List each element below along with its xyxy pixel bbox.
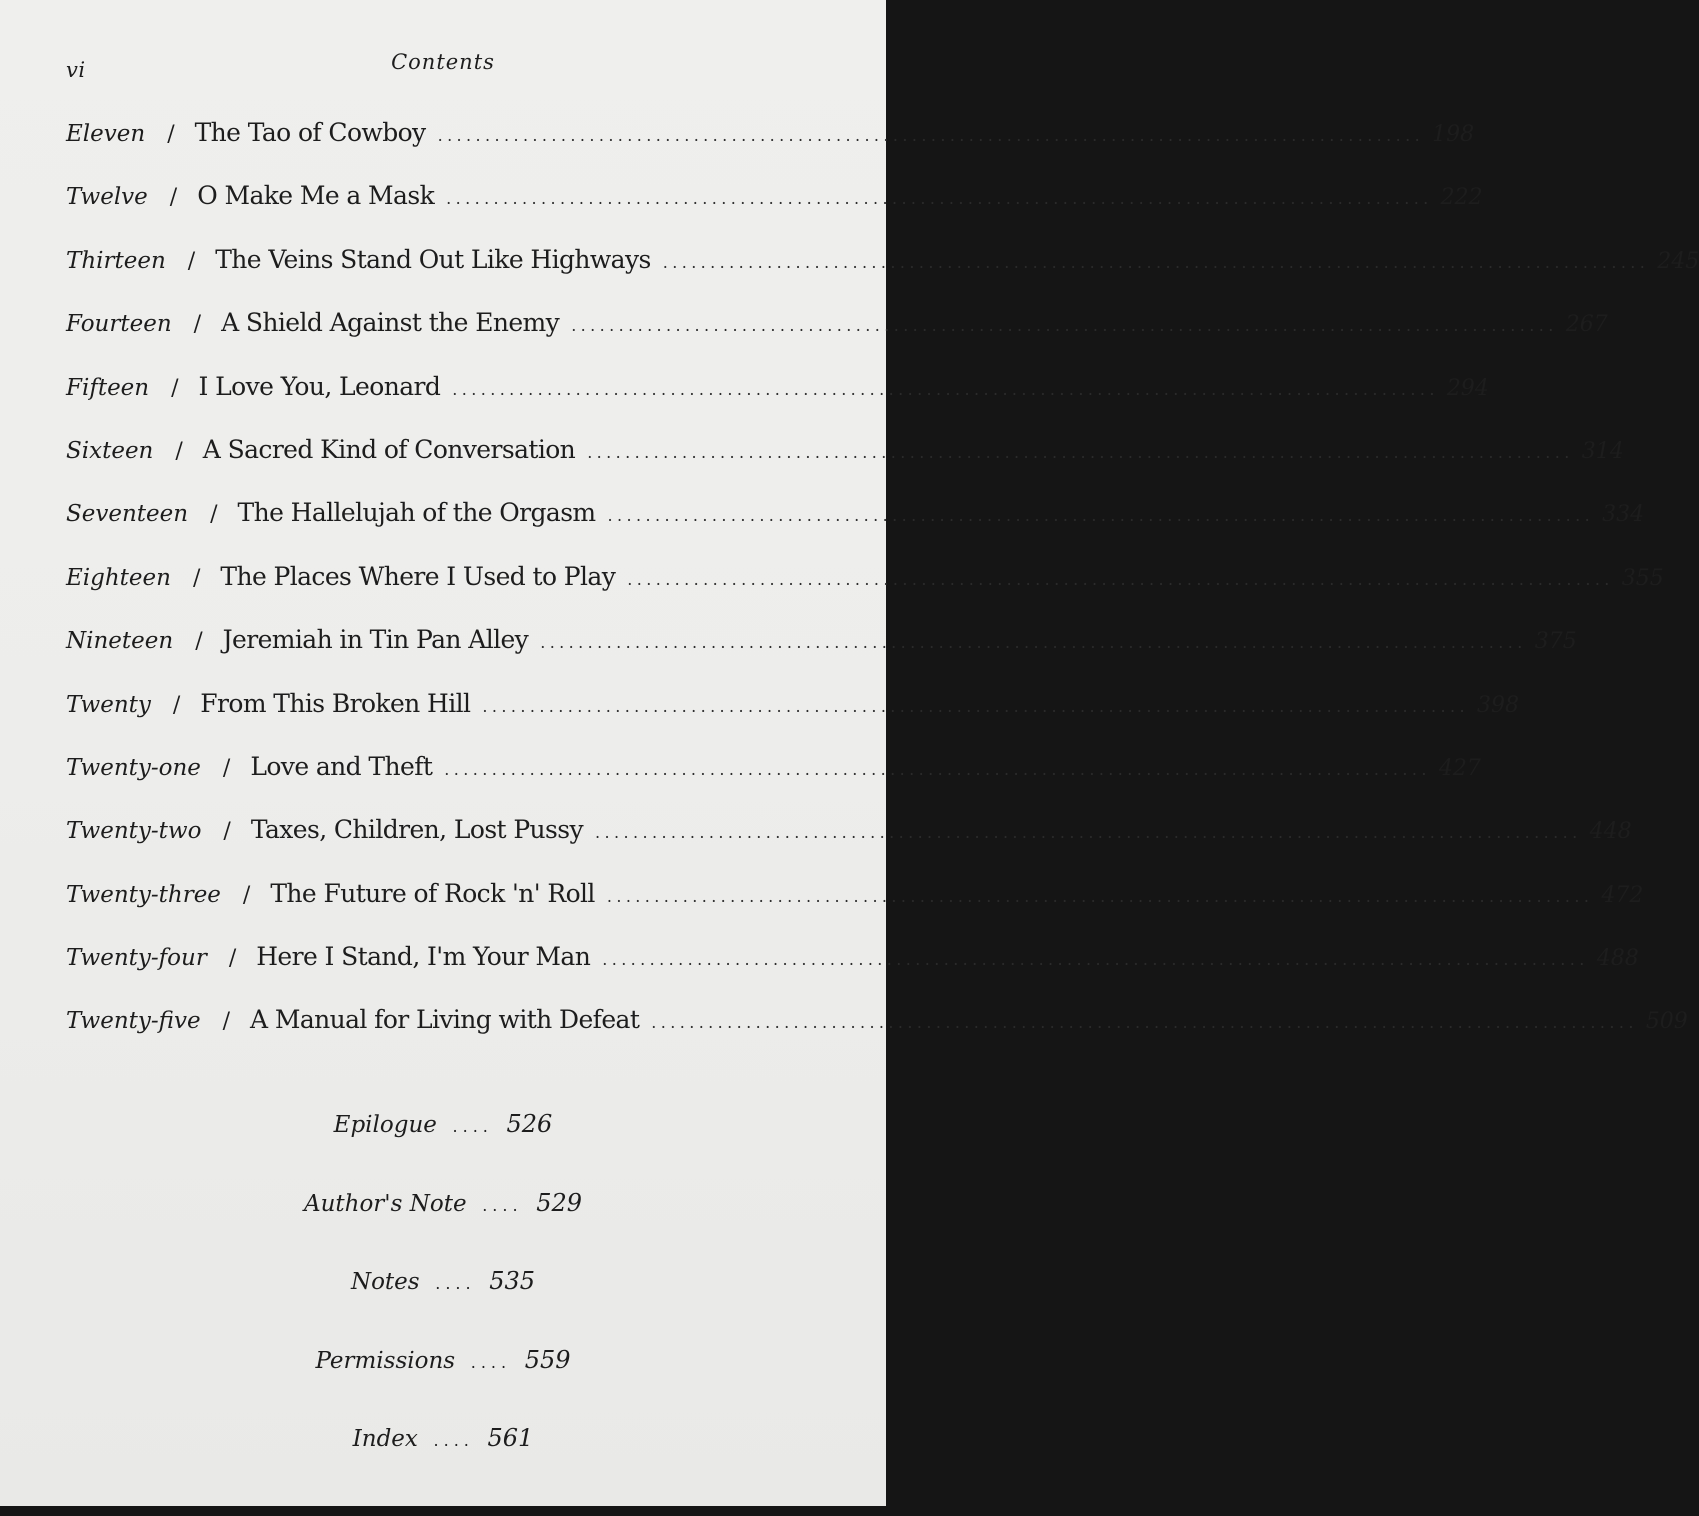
dot-leader: ........................................................................................................: [595, 823, 1582, 843]
chapter-title: Here I Stand, I'm Your Man: [256, 942, 591, 972]
chapter-number: Twenty-five: [66, 1008, 201, 1035]
separator-slash: /: [171, 375, 179, 401]
chapter-number: Fifteen: [66, 374, 150, 401]
chapter-page-number: 334: [1602, 502, 1645, 528]
separator-slash: /: [223, 819, 231, 845]
chapter-title: The Tao of Cowboy: [194, 118, 426, 147]
toc-entry: [66, 1005, 1688, 1068]
chapter-number: Twenty: [66, 691, 151, 718]
chapter-page-number: 488: [1596, 946, 1639, 972]
chapter-page-number: 448: [1589, 819, 1632, 845]
back-matter-page-number: 529: [536, 1188, 583, 1217]
separator-slash: /: [193, 312, 202, 338]
back-matter-entry: [0, 1189, 886, 1268]
chapter-number: Eighteen: [66, 564, 171, 591]
chapter-number: Eleven: [66, 121, 146, 147]
chapter-title: From This Broken Hill: [200, 688, 471, 718]
dot-leader: ........................................................................................................: [482, 696, 1469, 716]
chapter-number: Nineteen: [66, 628, 174, 655]
chapter-page-number: 398: [1476, 692, 1519, 718]
back-matter-page-number: 559: [524, 1345, 571, 1374]
toc-entry: [66, 308, 1608, 371]
back-matter-entry: [0, 1346, 886, 1425]
dot-leader: ........................................................................................................: [587, 442, 1574, 462]
separator-slash: /: [195, 629, 203, 655]
dot-leader: ........................................................................................................: [540, 633, 1527, 653]
dot-leader: ....: [470, 1352, 512, 1372]
separator-slash: /: [228, 946, 237, 972]
chapter-title: I Love You, Leonard: [198, 371, 441, 401]
dot-leader: ........................................................................................................: [627, 569, 1614, 589]
back-matter-label: Permissions: [315, 1347, 456, 1374]
dot-leader: ....: [452, 1117, 493, 1136]
separator-slash: /: [242, 882, 251, 908]
dot-leader: ........................................................................................................: [651, 1013, 1638, 1033]
toc-entry: [66, 751, 1481, 815]
toc-entry: [66, 878, 1644, 942]
toc-entry: [66, 498, 1645, 561]
chapter-title: Jeremiah in Tin Pan Alley: [222, 625, 529, 655]
chapter-title: Love and Theft: [250, 751, 433, 781]
dot-leader: ........................................................................................................: [662, 252, 1650, 272]
dot-leader: ........................................................................................................: [444, 759, 1431, 779]
dot-leader: ....: [435, 1274, 476, 1293]
chapter-title: A Shield Against the Enemy: [221, 308, 560, 338]
toc-entry: [66, 118, 1475, 181]
toc-entry: [66, 244, 1699, 308]
dot-leader: ........................................................................................................: [452, 379, 1439, 399]
back-matter-label: Index: [352, 1426, 418, 1452]
chapter-number: Twenty-two: [66, 818, 202, 845]
separator-slash: /: [172, 692, 181, 718]
toc-entry: [66, 688, 1519, 752]
toc-entry: [66, 625, 1577, 688]
chapter-number: Seventeen: [66, 501, 189, 528]
dot-leader: ........................................................................................................: [446, 189, 1433, 209]
chapter-page-number: 509: [1645, 1009, 1688, 1035]
separator-slash: /: [192, 565, 201, 591]
toc-entry: [66, 561, 1664, 625]
chapter-title: Taxes, Children, Lost Pussy: [250, 815, 584, 845]
chapter-page-number: 375: [1534, 629, 1577, 655]
chapter-page-number: 222: [1440, 185, 1483, 211]
separator-slash: /: [175, 438, 183, 464]
chapter-page-number: 427: [1438, 755, 1481, 781]
back-matter-page-number: 561: [487, 1424, 534, 1452]
back-matter-label: Epilogue: [333, 1112, 437, 1138]
separator-slash: /: [210, 502, 218, 528]
back-matter-page-number: 526: [506, 1110, 553, 1138]
chapter-title: A Manual for Living with Defeat: [250, 1005, 640, 1035]
separator-slash: /: [222, 755, 231, 781]
toc-entry: [66, 942, 1639, 1005]
toc-entry: [66, 371, 1489, 435]
back-matter-label: Author's Note: [303, 1190, 467, 1217]
dot-leader: ........................................................................................................: [571, 316, 1558, 336]
chapter-title: The Hallelujah of the Orgasm: [237, 498, 596, 528]
back-matter-entry: [0, 1267, 886, 1346]
dot-leader: ....: [433, 1431, 474, 1450]
dot-leader: ........................................................................................................: [602, 950, 1589, 970]
dot-leader: ....: [482, 1195, 523, 1215]
chapter-number: Twelve: [66, 184, 148, 211]
chapter-number: Thirteen: [66, 247, 166, 274]
chapter-number: Twenty-one: [66, 754, 201, 781]
back-matter-entry: [0, 1424, 886, 1503]
chapter-page-number: 355: [1621, 565, 1664, 591]
chapter-page-number: 267: [1565, 312, 1608, 338]
page-folio: vi: [66, 58, 86, 82]
back-matter-page-number: 535: [489, 1267, 536, 1295]
running-head: Contents: [391, 50, 495, 74]
separator-slash: /: [187, 248, 196, 274]
chapter-number: Twenty-four: [66, 945, 207, 972]
back-matter-list: [0, 1110, 886, 1503]
toc-entry: [66, 181, 1483, 244]
chapter-list: [66, 118, 1699, 1069]
chapter-page-number: 294: [1446, 375, 1489, 401]
chapter-title: The Future of Rock 'n' Roll: [270, 878, 595, 908]
chapter-title: The Places Where I Used to Play: [220, 561, 616, 591]
chapter-page-number: 472: [1601, 882, 1644, 908]
chapter-title: The Veins Stand Out Like Highways: [215, 244, 651, 274]
chapter-page-number: 198: [1432, 122, 1475, 147]
toc-entry: [66, 434, 1624, 498]
separator-slash: /: [169, 185, 178, 211]
back-matter-entry: [0, 1110, 886, 1189]
chapter-number: Sixteen: [66, 437, 154, 464]
chapter-number: Fourteen: [66, 311, 172, 338]
dot-leader: ........................................................................................................: [607, 506, 1595, 526]
toc-entry: [66, 815, 1632, 878]
dot-leader: ........................................................................................................: [437, 126, 1425, 145]
separator-slash: /: [222, 1009, 231, 1035]
chapter-title: O Make Me a Mask: [197, 181, 435, 211]
back-matter-label: Notes: [350, 1269, 420, 1295]
separator-slash: /: [167, 122, 175, 147]
chapter-page-number: 245: [1657, 248, 1699, 274]
chapter-number: Twenty-three: [66, 881, 221, 908]
dot-leader: ........................................................................................................: [606, 886, 1594, 906]
chapter-page-number: 314: [1581, 438, 1624, 464]
chapter-title: A Sacred Kind of Conversation: [202, 434, 576, 464]
